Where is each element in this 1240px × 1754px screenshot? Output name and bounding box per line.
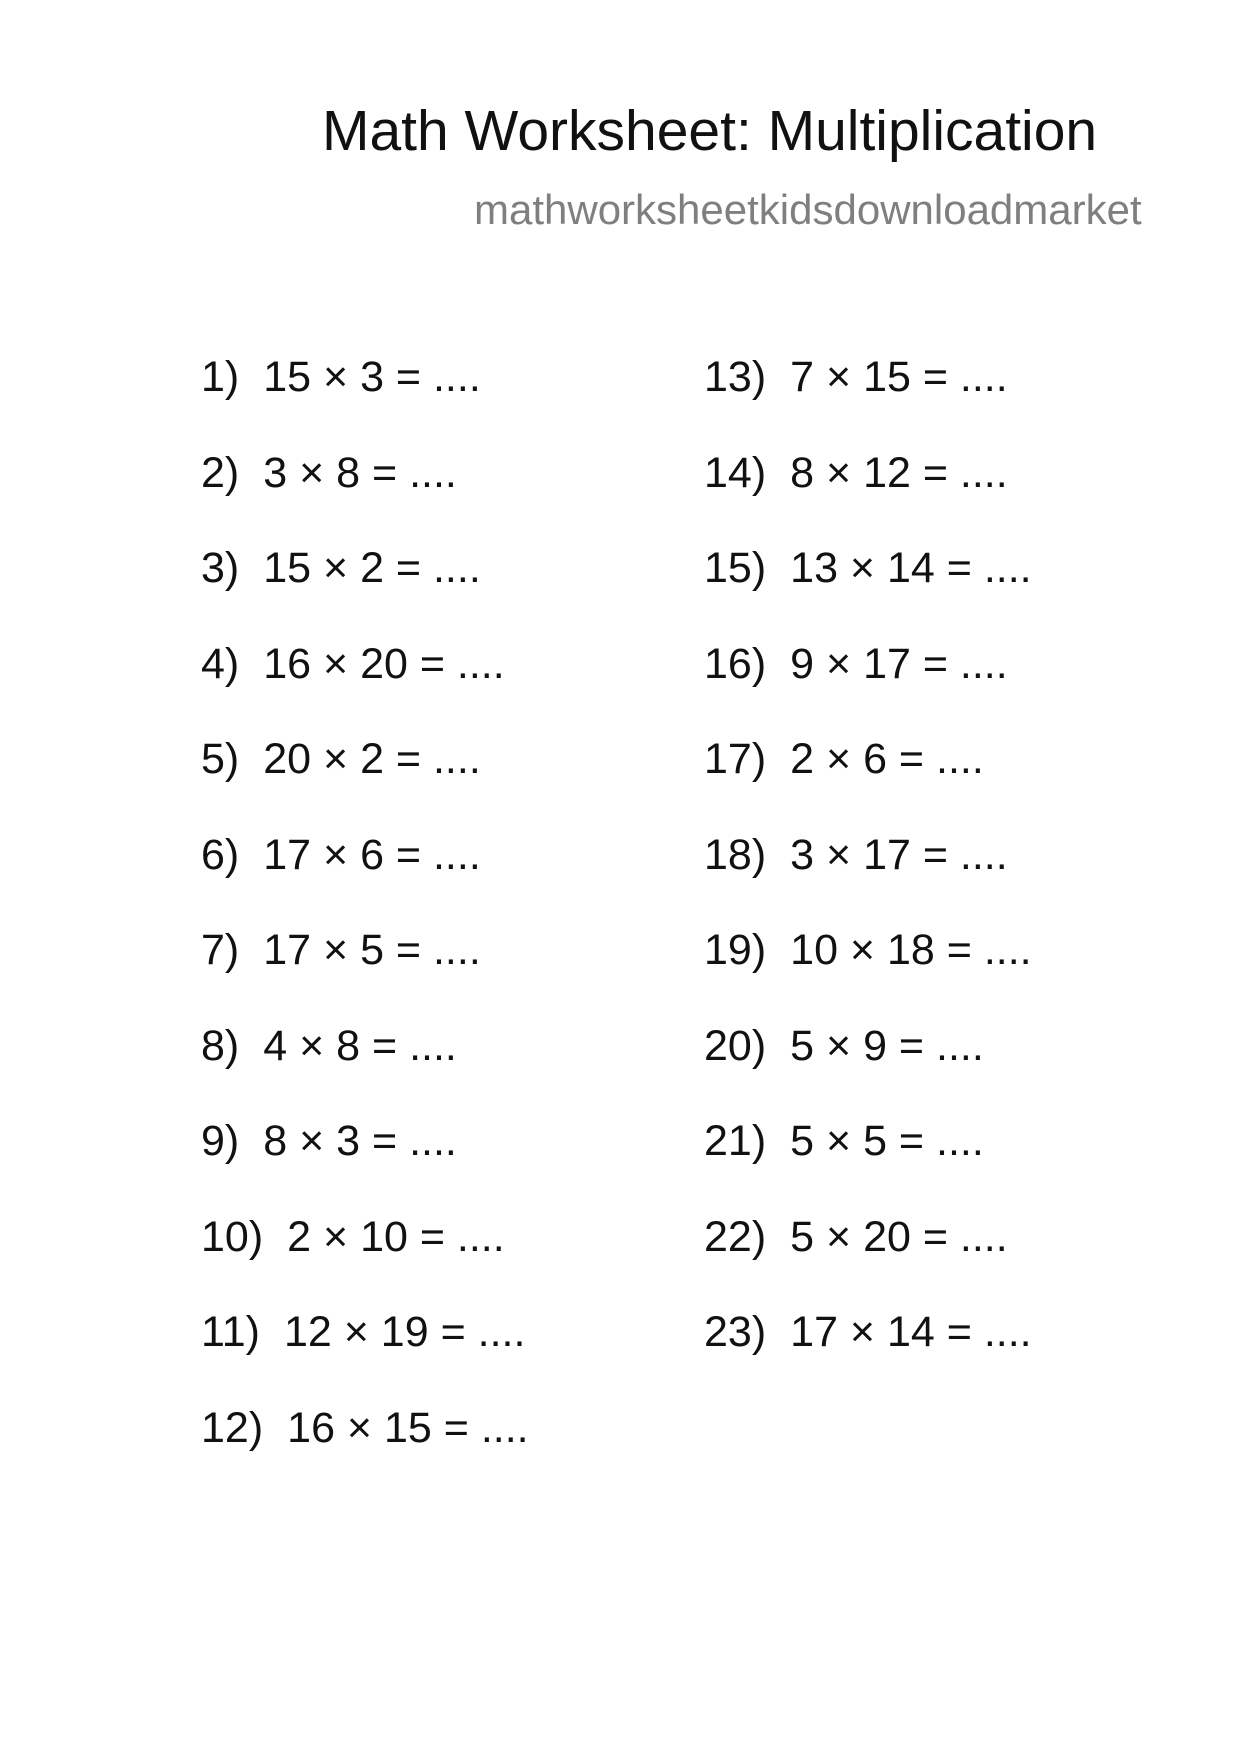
problem-expression: 3 × 17 = .... (790, 830, 1008, 879)
problem-expression: 13 × 14 = .... (790, 544, 1032, 592)
problem-number: 23) (704, 1308, 767, 1356)
problem-expression: 4 × 8 = .... (263, 1021, 457, 1070)
problem-item (201, 537, 721, 633)
problem-number: 4) (201, 639, 240, 688)
page-title: Math Worksheet: Multiplication (322, 99, 1098, 163)
problem-item (704, 1301, 1224, 1397)
problem-number: 14) (704, 448, 767, 497)
problem-number: 19) (704, 926, 767, 974)
problem-expression: 17 × 6 = .... (263, 830, 481, 879)
problem-expression: 17 × 5 = .... (263, 926, 481, 974)
problem-expression: 7 × 15 = .... (790, 353, 1008, 401)
problem-number: 13) (704, 353, 767, 401)
problem-column-left (201, 346, 721, 1492)
problem-item (201, 633, 721, 729)
problem-number: 18) (704, 830, 767, 879)
problem-expression: 2 × 6 = .... (790, 735, 984, 783)
problem-number: 17) (704, 735, 767, 783)
problem-item (201, 1015, 721, 1111)
problem-number: 11) (201, 1308, 260, 1356)
problem-expression: 3 × 8 = .... (263, 448, 457, 497)
problem-number: 21) (704, 1117, 767, 1165)
problem-item (201, 1397, 721, 1493)
problem-expression: 2 × 10 = .... (287, 1212, 505, 1261)
problem-item (704, 1110, 1224, 1206)
problem-number: 6) (201, 830, 240, 879)
problem-number: 3) (201, 544, 240, 592)
problem-expression: 15 × 2 = .... (263, 544, 481, 592)
problem-number: 7) (201, 926, 240, 974)
problem-number: 20) (704, 1021, 767, 1070)
problem-expression: 20 × 2 = .... (263, 735, 481, 783)
problem-item (201, 1301, 721, 1397)
problem-item (704, 728, 1224, 824)
problem-number: 1) (201, 353, 240, 401)
problem-expression: 5 × 20 = .... (790, 1212, 1008, 1261)
problem-column-right (704, 346, 1224, 1397)
problem-item (201, 919, 721, 1015)
problem-item (201, 1206, 721, 1302)
problem-expression: 8 × 12 = .... (790, 448, 1008, 497)
problem-item (704, 633, 1224, 729)
problem-item (704, 537, 1224, 633)
problem-expression: 10 × 18 = .... (790, 926, 1032, 974)
problem-item (704, 1206, 1224, 1302)
problem-item (201, 346, 721, 442)
problem-item (201, 442, 721, 538)
problem-expression: 5 × 5 = .... (790, 1117, 984, 1165)
problem-item (704, 919, 1224, 1015)
problem-number: 8) (201, 1021, 240, 1070)
problem-item (201, 728, 721, 824)
problem-expression: 17 × 14 = .... (790, 1308, 1032, 1356)
problem-expression: 16 × 20 = .... (263, 639, 505, 688)
problem-number: 15) (704, 544, 767, 592)
page-subtitle: mathworksheetkidsdownloadmarket (474, 186, 1142, 233)
problem-expression: 15 × 3 = .... (263, 353, 481, 401)
problem-item (201, 1110, 721, 1206)
problem-number: 5) (201, 735, 240, 783)
problem-expression: 12 × 19 = .... (283, 1308, 526, 1356)
problem-number: 16) (704, 639, 767, 688)
problem-expression: 16 × 15 = .... (287, 1403, 529, 1452)
problem-item (704, 1015, 1224, 1111)
problem-item (704, 824, 1224, 920)
problem-number: 10) (201, 1212, 264, 1261)
problem-number: 2) (201, 448, 240, 497)
problem-expression: 5 × 9 = .... (790, 1021, 984, 1070)
problem-expression: 9 × 17 = .... (790, 639, 1008, 688)
problem-item (201, 824, 721, 920)
problem-number: 22) (704, 1212, 767, 1261)
problem-number: 12) (201, 1403, 264, 1452)
problem-number: 9) (201, 1117, 240, 1165)
problem-item (704, 346, 1224, 442)
problem-expression: 8 × 3 = .... (263, 1117, 457, 1165)
problem-item (704, 442, 1224, 538)
